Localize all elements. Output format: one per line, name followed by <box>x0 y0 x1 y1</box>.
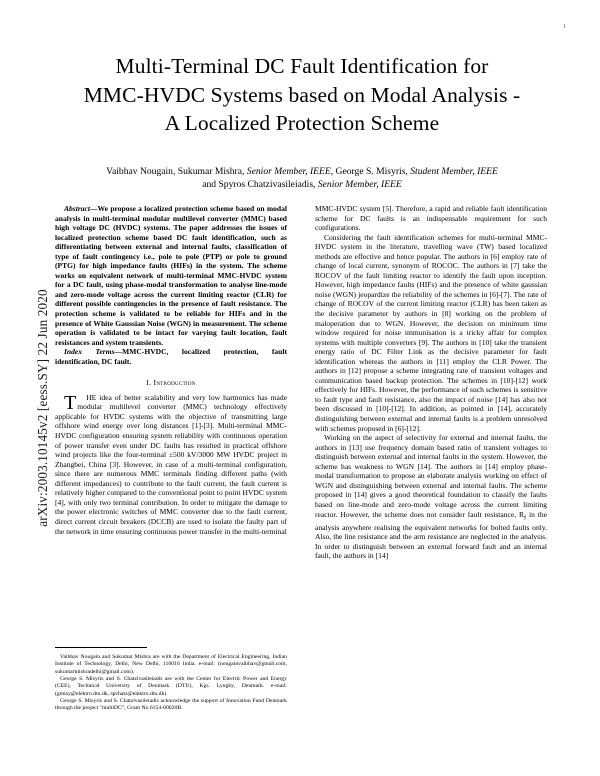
section-heading-introduction <box>55 378 287 388</box>
intro-paragraph-text: HE idea of better scalability and very low harmonics has made modular multilevel converter (MMC) technology effectively applicable for HVDC systems with the objective of transmitting large offshore wind energy over long distances [1]-[3]. Multi-terminal MMC-HVDC configuration ensuring system reliability with continuous operation of power transfer even under DC faults has resulted in practical offshore wind projects like the four-terminal ±500 kV/3000 MW HVDC project in Zhangbei, China [3]. However, in case of a multi-terminal configuration, since there are numerous MMC terminals finding different paths (with different impedances) to contribute to the fault current, the fault current is relatively higher compared to the conventional point to point HVDC system [4], with only two terminal contribution. In order to mitigate the damage to the power electronic switches of MMC converter due to the fault current, direct current circuit breakers (DCCB) are used to isolate the faulty part of the network in time ensuring continuous power transfer in the multi-terminal <box>55 392 287 536</box>
abstract-text: We propose a localized protection scheme based on modal analysis in multi-terminal modular multilevel converter (MMC) based high voltage DC (HVDC) systems. The paper addresses the issues of localized protection scheme based DC fault identification, such as differentiating between external and internal faults, classification of type of fault contingency i.e., pole to pole (PTP) or pole to ground (PTG) for high impedance faults (HIFs) in the system. The scheme works on equivalent network of multi-terminal MMC-HVDC system for a DC fault, using phase-modal transformation to analyse line-mode and zero-mode voltage across the current limiting reactor (CLR) for different possible contingencies in the presence of fault resistance. The protection scheme is validated to be reliable for HIFs and in the presence of White Gaussian Noise (WGN) in measurement. The scheme operation is validated to be intact for varying fault location, fault resistances and system transients. <box>55 204 287 347</box>
author-membership-misyris: Student Member, IEEE <box>410 165 498 177</box>
author-list <box>52 165 552 192</box>
fault-resistance-subscript: f <box>524 514 527 521</box>
author-names-line1: Vaibhav Nougain, Sukumar Mishra, <box>106 165 247 177</box>
column-left <box>55 204 287 712</box>
index-terms-text: MMC-HVDC, localized protection, fault identification, DC fault. <box>55 347 287 366</box>
right-paragraph-3 <box>315 433 547 561</box>
drop-cap-letter: T <box>64 391 77 414</box>
title-line-1: Multi-Terminal DC Fault Identification for <box>115 54 489 78</box>
right-paragraph-3-part2: in the analysis anywhere realising the equivalent networks for bolted faults only. Also, the line resistance and the arm resistance are neglected in the analysis. In order to distinguish between an external forward fault and an internal fault, the authors in [14] <box>315 509 547 561</box>
author-membership-mishra: Senior Member, IEEE <box>246 165 331 177</box>
section-title: Introduction <box>153 378 196 388</box>
abstract-dash: — <box>90 204 98 213</box>
body-columns <box>55 204 547 744</box>
title-line-3: A Localized Protection Scheme <box>164 111 440 135</box>
page-number: 1 <box>563 24 566 30</box>
section-number: I. <box>146 378 152 388</box>
page-title <box>52 52 552 138</box>
abstract-paragraph <box>55 204 287 347</box>
author-names-line2: and Spyros Chatzivasileiadis, <box>202 179 318 190</box>
right-paragraph-1: MMC-HVDC system [5]. Therefore, a rapid and reliable fault identification scheme for DC faults is an indispensable requirement for such configurations. <box>315 204 547 233</box>
index-terms-paragraph <box>55 347 287 366</box>
right-paragraph-2: Considering the fault identification schemes for multi-terminal MMC-HVDC system in the literature, travelling wave (TW) based localized methods are effective and hence popular. The authors in [6] employ rate of change of local current, synonym of ROCOC. The authors in [7] take the ROCOV of the fault limiting reactor to identify the fault upon inception. However, high impedance faults (HIFs) and the presence of white gaussian noise (WGN) jeopardize the reliability of the schemes in [6]-[7]. The rate of change of ROCOV of the current limiting reactor (CLR) has been taken as the decisive parameter by authors in [8] working on the problem of maloperation due to WGN. However, the decision on minimum time window required for noise immunisation is a tricky affair for complex systems with multiple converters [9]. The authors in [10] take the transient energy ratio of DC Filter Link as the decisive parameter for fault identification whereas the authors in [11] employ the CLR Power. The authors in [12] propose a scheme integrating rate of transient voltages and communication based backup protection. The schemes in [10]-[12] work effectively for HIFs. However, the performance of such schemes is sensitive to fault type and fault resistance, also the impact of noise [14] has also not been discussed in [10]-[12]. In addition, as pointed in [14], accurately distinguishing between external and internal faults is a problem unresolved with schemes proposed in [6]-[12]. <box>315 232 547 433</box>
footnote-block <box>55 654 287 713</box>
footnote-affiliation-dtu: George S. Misyris and S. Chatzivasileiadis are with the Center for Electric Power and Energy (CEE), Technical University of Denmark (DTU), Kgs. Lyngby, Denmark. e-mail: (gmisy@elektro.dtu.dk, spchatz@elektro.dtu.dk). <box>55 676 287 697</box>
footnote-divider <box>55 647 147 648</box>
index-terms-label: Index Terms <box>64 347 115 357</box>
author-membership-chatzivasileiadis: Senior Member, IEEE <box>317 179 402 190</box>
intro-paragraph <box>55 393 287 536</box>
column-right <box>315 204 547 561</box>
index-terms-dash: — <box>114 347 123 357</box>
footnote-affiliation-iit: Vaibhav Nougain and Sukumar Mishra are with the Department of Electrical Engineering, Indian Institute of Technology, Delhi, New Delhi, 110016 India. e-mail: (nougainvaibhav@gmail.com, sukumarmishradelhi@gmail.com). <box>55 654 287 675</box>
title-block <box>52 52 552 192</box>
abstract-label: Abstract <box>64 204 90 213</box>
arxiv-identifier-stamp: arXiv:2003.10145v2 [eess.SY] 22 Jun 2020 <box>35 289 50 527</box>
footnote-funding-acknowledgement: George S. Misyris and S. Chatzivasileiadis acknowledge the support of Innovation Fund Denmark through the project "multiDC", Grant No 6154-00020B. <box>55 698 287 712</box>
author-names-line1-mid: , George S. Misyris, <box>330 165 411 177</box>
right-paragraph-3-part1: Working on the aspect of selectivity for external and internal faults, the authors in [13] use frequency domain based ratio of transient voltages to distinguish between external and internal faults in the system. However, the scheme has weakness to WGN [14]. The authors in [14] employ phase-modal transformation to propose an elaborate analysis working on effect of WGN and distinguishing between external and internal faults. The scheme proposed in [14] gives a good theoretical foundation to classify the faults based on line-mode and zero-mode voltage across the current limiting reactor. However, the scheme does not consider fault resistance, R <box>315 433 547 519</box>
title-line-2: MMC-HVDC Systems based on Modal Analysis - <box>83 82 521 107</box>
